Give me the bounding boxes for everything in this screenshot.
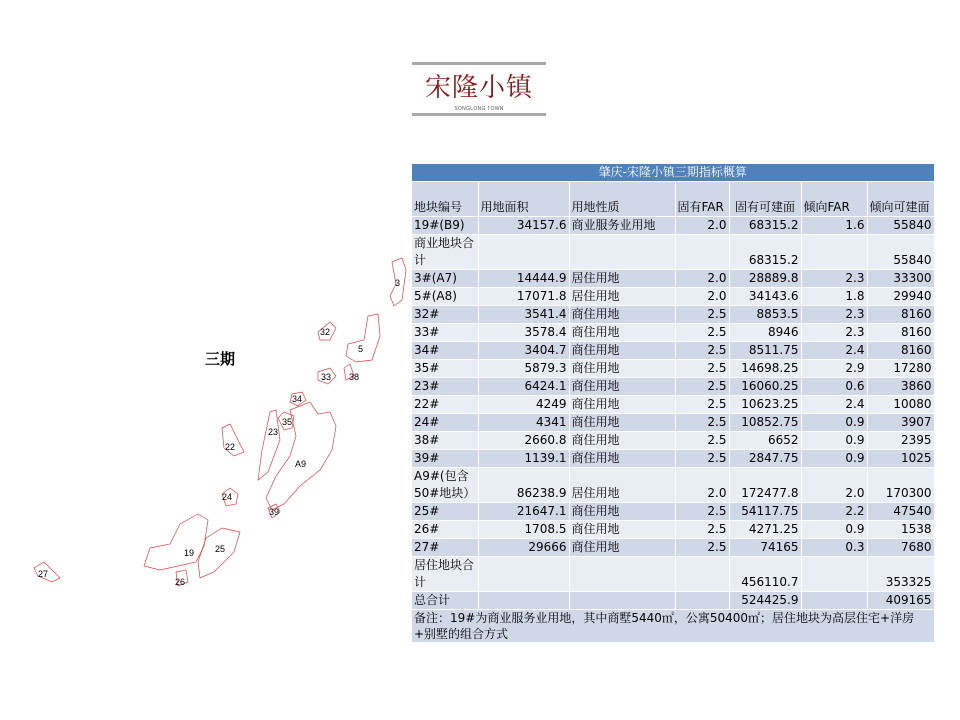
table-cell: 1.8 — [801, 288, 867, 306]
plot-label-a9: A9 — [295, 459, 307, 469]
table-cell: 2.5 — [675, 539, 729, 557]
plot-label-33: 33 — [321, 372, 332, 382]
table-cell: 0.9 — [801, 521, 867, 539]
plot-id-cell: 5#(A8) — [412, 288, 478, 306]
table-cell: 1025 — [867, 450, 934, 468]
logo-title: 宋隆小镇 — [424, 73, 533, 103]
table-cell: 170300 — [867, 468, 934, 503]
table-cell: 0.9 — [801, 450, 867, 468]
table-cell: 0.3 — [801, 539, 867, 557]
table-cell — [478, 592, 569, 610]
index-table — [412, 164, 935, 643]
table-cell: 2.5 — [675, 378, 729, 396]
table-cell: 34143.6 — [729, 288, 801, 306]
table-cell: 74165 — [729, 539, 801, 557]
table-note-row — [412, 610, 934, 643]
table-cell: 8853.5 — [729, 306, 801, 324]
table-cell: 商业服务业用地 — [569, 217, 675, 235]
plot-id-cell: 3#(A7) — [412, 270, 478, 288]
table-cell: 2.9 — [801, 360, 867, 378]
table-cell: 68315.2 — [729, 217, 801, 235]
table-cell: 8946 — [729, 324, 801, 342]
table-row — [412, 306, 934, 324]
logo-subtitle: SONGLONG TOWN — [454, 106, 504, 112]
table-row — [412, 468, 934, 503]
table-cell: 4249 — [478, 396, 569, 414]
table-row — [412, 450, 934, 468]
table-cell: 14444.9 — [478, 270, 569, 288]
table-cell: 17280 — [867, 360, 934, 378]
table-row — [412, 235, 934, 270]
table-cell — [478, 557, 569, 592]
table-cell: 524425.9 — [729, 592, 801, 610]
table-cell: 2.4 — [801, 342, 867, 360]
table-cell: 55840 — [867, 217, 934, 235]
plot-outline-5 — [346, 314, 380, 362]
table-cell: 2660.8 — [478, 432, 569, 450]
plot-id-cell: 38# — [412, 432, 478, 450]
table-cell: 2.5 — [675, 306, 729, 324]
table-row — [412, 414, 934, 432]
table-cell: 21647.1 — [478, 503, 569, 521]
table-row — [412, 342, 934, 360]
table-cell: 2.5 — [675, 396, 729, 414]
table-cell: 商住用地 — [569, 414, 675, 432]
table-cell: 商住用地 — [569, 360, 675, 378]
plot-label-27: 27 — [38, 569, 49, 579]
table-row — [412, 324, 934, 342]
header-cell: 用地性质 — [569, 182, 675, 217]
table-cell: 2.3 — [801, 306, 867, 324]
plot-id-cell: 35# — [412, 360, 478, 378]
table-cell: 86238.9 — [478, 468, 569, 503]
plot-id-cell: 39# — [412, 450, 478, 468]
plot-id-cell: 26# — [412, 521, 478, 539]
table-cell: 68315.2 — [729, 235, 801, 270]
table-cell: 5879.3 — [478, 360, 569, 378]
table-cell: 8160 — [867, 324, 934, 342]
table-cell: 2.0 — [675, 468, 729, 503]
table-cell: 0.9 — [801, 414, 867, 432]
table-cell: 10852.75 — [729, 414, 801, 432]
table-cell: 8511.75 — [729, 342, 801, 360]
plot-id-cell: 22# — [412, 396, 478, 414]
table-cell: 2.5 — [675, 503, 729, 521]
table-cell: 商住用地 — [569, 396, 675, 414]
table-cell: 47540 — [867, 503, 934, 521]
plot-id-cell: 33# — [412, 324, 478, 342]
plot-label-34: 34 — [292, 394, 303, 404]
plot-outline-a9 — [266, 402, 336, 510]
table-cell: 4341 — [478, 414, 569, 432]
table-cell: 商住用地 — [569, 432, 675, 450]
table-title: 肇庆-宋隆小镇三期指标概算 — [412, 164, 934, 182]
plot-id-cell: 25# — [412, 503, 478, 521]
table-cell: 0.6 — [801, 378, 867, 396]
table-cell: 商住用地 — [569, 503, 675, 521]
table-cell: 456110.7 — [729, 557, 801, 592]
site-plan-map — [0, 230, 420, 600]
plot-id-cell: 商业地块合计 — [412, 235, 478, 270]
table-row — [412, 539, 934, 557]
table-cell: 16060.25 — [729, 378, 801, 396]
plot-label-19: 19 — [184, 548, 195, 558]
table-cell: 4271.25 — [729, 521, 801, 539]
table-cell: 172477.8 — [729, 468, 801, 503]
table-cell — [801, 557, 867, 592]
table-header-row — [412, 182, 934, 217]
header-cell: 固有FAR — [675, 182, 729, 217]
table-cell: 商住用地 — [569, 342, 675, 360]
table-row — [412, 432, 934, 450]
table-row — [412, 378, 934, 396]
plot-label-39: 39 — [269, 507, 280, 517]
plot-id-cell: 19#(B9) — [412, 217, 478, 235]
header-cell: 固有可建面 — [729, 182, 801, 217]
table-cell: 3578.4 — [478, 324, 569, 342]
table-cell: 17071.8 — [478, 288, 569, 306]
table-cell: 409165 — [867, 592, 934, 610]
table-cell: 2.0 — [801, 468, 867, 503]
plot-id-cell: 27# — [412, 539, 478, 557]
table-cell: 商住用地 — [569, 450, 675, 468]
table-cell: 商住用地 — [569, 378, 675, 396]
table-cell: 2395 — [867, 432, 934, 450]
table-cell: 1139.1 — [478, 450, 569, 468]
plot-id-cell: 34# — [412, 342, 478, 360]
table-row — [412, 396, 934, 414]
plot-id-cell: 23# — [412, 378, 478, 396]
plot-label-22: 22 — [225, 442, 236, 452]
table-cell: 2.4 — [801, 396, 867, 414]
table-row — [412, 217, 934, 235]
table-cell: 3541.4 — [478, 306, 569, 324]
table-cell: 1708.5 — [478, 521, 569, 539]
table-cell: 33300 — [867, 270, 934, 288]
table-cell: 2.3 — [801, 270, 867, 288]
plot-label-25: 25 — [215, 544, 226, 554]
plot-label-26: 26 — [175, 577, 186, 587]
table-cell: 10080 — [867, 396, 934, 414]
table-cell: 2.5 — [675, 342, 729, 360]
logo — [412, 62, 546, 116]
table-row — [412, 592, 934, 610]
table-cell: 10623.25 — [729, 396, 801, 414]
table-cell: 商住用地 — [569, 539, 675, 557]
header-cell: 倾向可建面 — [867, 182, 934, 217]
table-cell: 2.2 — [801, 503, 867, 521]
table-cell — [478, 235, 569, 270]
table-cell: 2.5 — [675, 414, 729, 432]
table-cell: 1538 — [867, 521, 934, 539]
table-cell: 2.0 — [675, 270, 729, 288]
table-cell — [675, 557, 729, 592]
table-cell: 1.6 — [801, 217, 867, 235]
phase-label: 三期 — [205, 350, 236, 368]
plot-id-cell: 总合计 — [412, 592, 478, 610]
table-cell: 34157.6 — [478, 217, 569, 235]
table-cell: 6424.1 — [478, 378, 569, 396]
table-title-row — [412, 164, 934, 182]
table-cell: 2.0 — [675, 217, 729, 235]
table-row — [412, 360, 934, 378]
table-row — [412, 521, 934, 539]
plot-label-38: 38 — [349, 372, 360, 382]
plot-id-cell: 居住地块合计 — [412, 557, 478, 592]
table-cell: 商住用地 — [569, 306, 675, 324]
table-cell: 2.5 — [675, 360, 729, 378]
table-cell: 居住用地 — [569, 270, 675, 288]
table-cell — [801, 592, 867, 610]
plot-id-cell: A9#(包含50#地块） — [412, 468, 478, 503]
plot-label-24: 24 — [222, 492, 233, 502]
header-cell: 倾向FAR — [801, 182, 867, 217]
table-cell: 商住用地 — [569, 521, 675, 539]
plot-label-5: 5 — [358, 344, 364, 354]
table-cell: 2.5 — [675, 450, 729, 468]
table-cell: 54117.75 — [729, 503, 801, 521]
plot-id-cell: 24# — [412, 414, 478, 432]
table-cell — [675, 235, 729, 270]
table-cell: 8160 — [867, 306, 934, 324]
table-cell: 29666 — [478, 539, 569, 557]
table-row — [412, 557, 934, 592]
table-cell — [569, 557, 675, 592]
table-cell — [569, 235, 675, 270]
table-cell: 2.5 — [675, 432, 729, 450]
table-cell: 2.5 — [675, 324, 729, 342]
table-cell: 3404.7 — [478, 342, 569, 360]
plot-id-cell: 32# — [412, 306, 478, 324]
table-cell: 7680 — [867, 539, 934, 557]
plot-outline-23 — [258, 410, 280, 480]
plot-label-35: 35 — [282, 417, 293, 427]
table-cell: 8160 — [867, 342, 934, 360]
table-cell: 6652 — [729, 432, 801, 450]
table-cell: 2.3 — [801, 324, 867, 342]
table-cell: 14698.25 — [729, 360, 801, 378]
table-cell: 商住用地 — [569, 324, 675, 342]
table-cell — [801, 235, 867, 270]
table-cell: 2.0 — [675, 288, 729, 306]
table-cell: 2847.75 — [729, 450, 801, 468]
table-cell: 55840 — [867, 235, 934, 270]
plot-label-23: 23 — [268, 427, 279, 437]
plot-label-32: 32 — [320, 327, 331, 337]
table-cell — [675, 592, 729, 610]
header-cell: 用地面积 — [478, 182, 569, 217]
table-cell: 353325 — [867, 557, 934, 592]
table-cell — [569, 592, 675, 610]
table-cell: 居住用地 — [569, 468, 675, 503]
plot-label-3: 3 — [395, 278, 401, 288]
table-row — [412, 503, 934, 521]
table-cell: 29940 — [867, 288, 934, 306]
table-row — [412, 288, 934, 306]
table-cell: 3907 — [867, 414, 934, 432]
table-cell: 28889.8 — [729, 270, 801, 288]
table-cell: 2.5 — [675, 521, 729, 539]
header-cell: 地块编号 — [412, 182, 478, 217]
table-cell: 0.9 — [801, 432, 867, 450]
table-cell: 居住用地 — [569, 288, 675, 306]
table-note: 备注：19#为商业服务业用地，其中商墅5440㎡，公寓50400㎡；居住地块为高层住宅+洋房+别墅的组合方式 — [412, 610, 934, 643]
table-cell: 3860 — [867, 378, 934, 396]
table-row — [412, 270, 934, 288]
